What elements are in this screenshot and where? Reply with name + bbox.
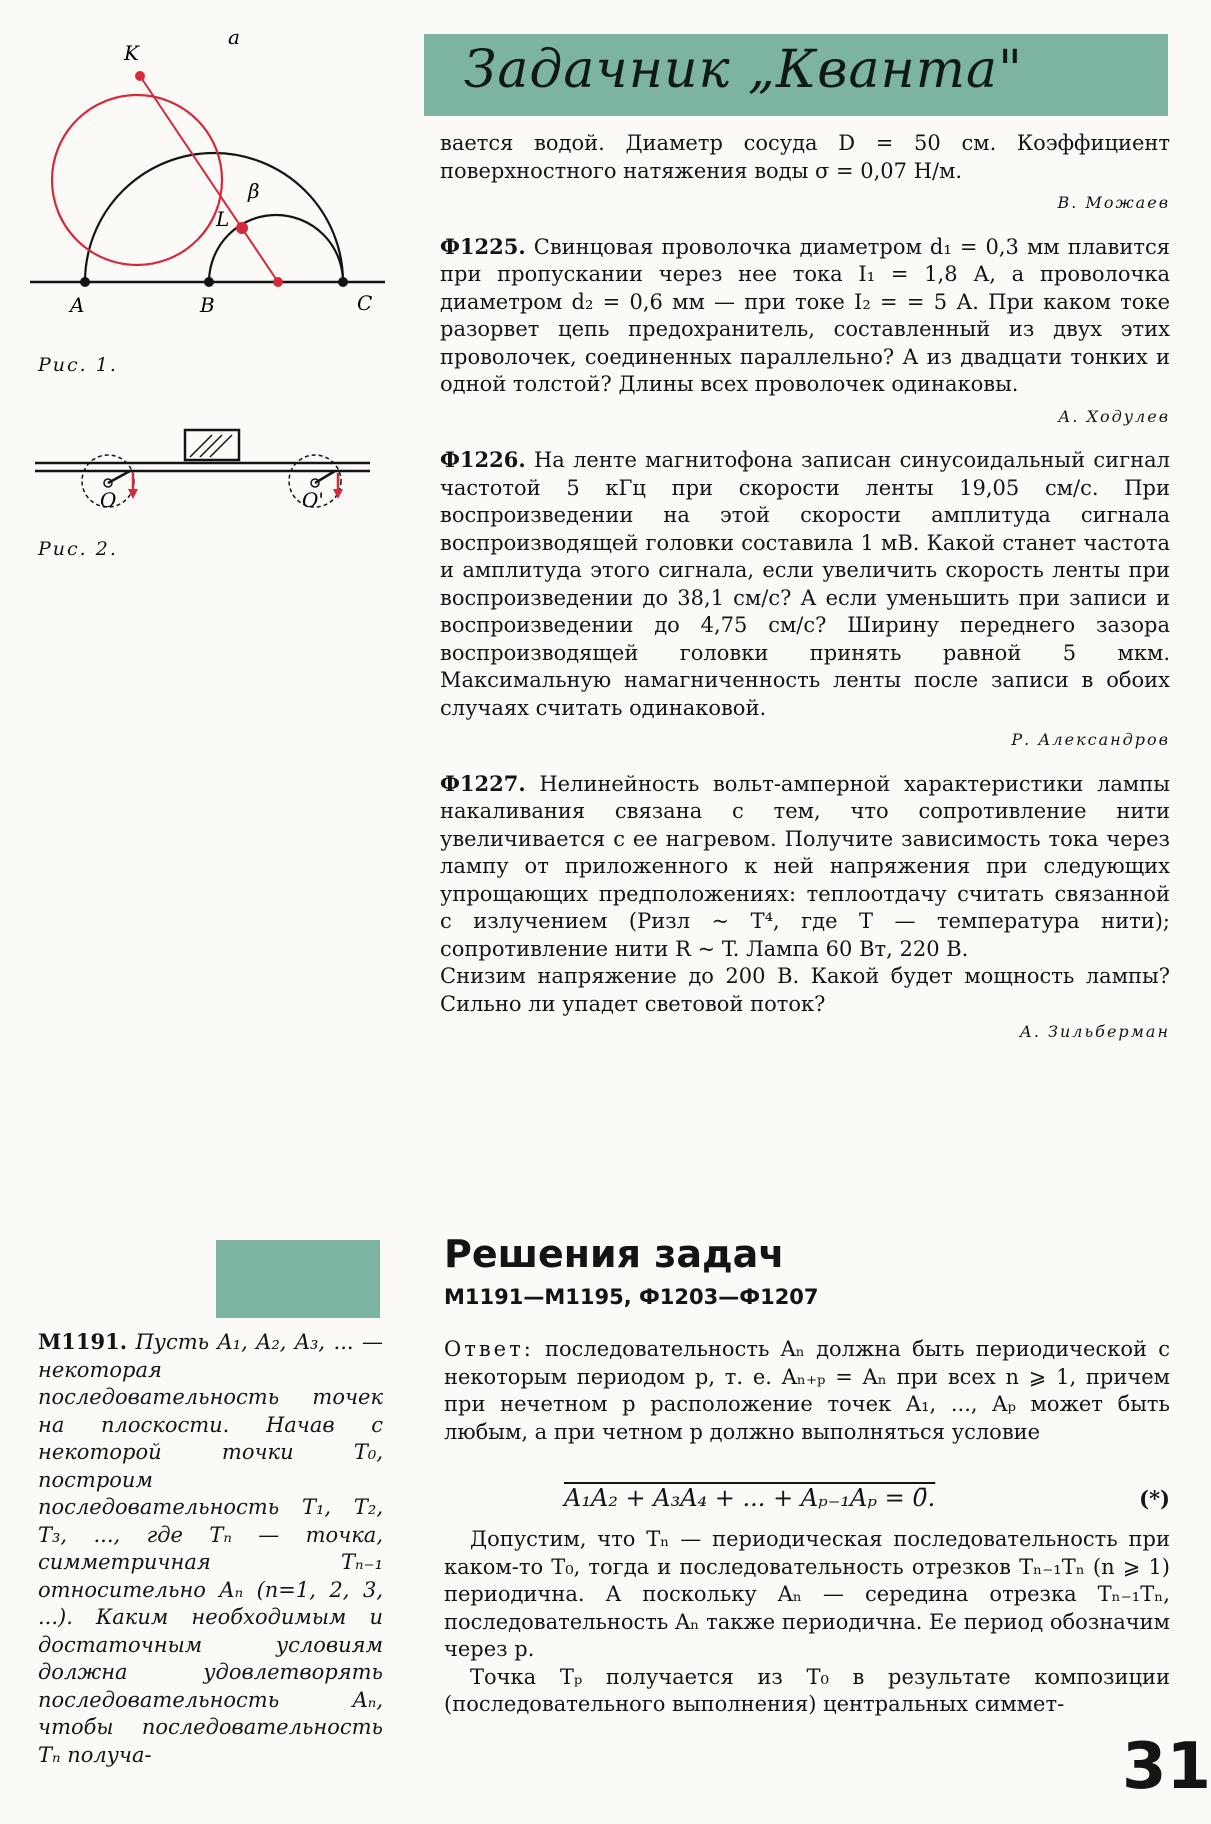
- problem-f1227: [440, 770, 1170, 964]
- problem-m1191-statement: [38, 1328, 383, 1769]
- solution-answer: [444, 1336, 1170, 1446]
- problem-text: На ленте магнитофона записан синусоидальный сигнал частотой 5 кГц при скорости ленты 19,05 см/с. При воспроизведении на этой скорости амплитуда сигнала воспроизводящей головки составила 1 мВ. Какой станет частота и амплитуда этого сигнала, если увеличить скорость ленты при воспроизведении до 38,1 см/с? А если уменьшить при записи и воспроизведении до 4,75 см/с? Ширину переднего зазора воспроизводящей головки принять равной 5 мкм. Максимальную намагниченность ленты после записи в обоих случаях считать одинаковой.: [440, 448, 1170, 720]
- label-O: O: [100, 488, 117, 512]
- author-zilberman: А. Зильберман: [1019, 1022, 1170, 1041]
- section-title: Задачник „Кванта": [464, 40, 1023, 100]
- label-L: L: [216, 207, 230, 231]
- solutions-title: Решения задач: [444, 1232, 785, 1276]
- author-mozhaev: В. Можаев: [1057, 193, 1170, 212]
- label-K: K: [124, 41, 139, 65]
- problem-f1225: [440, 233, 1170, 399]
- answer-text: последовательность Aₙ должна быть периодической с некоторым периодом p, т. е. Aₙ₊ₚ = Aₙ при всех n ⩾ 1, причем при нечетном p расположение точек A₁, ..., Aₚ может быть любым, а при четном p должно выполняться условие: [444, 1337, 1171, 1444]
- label-O-prime: O': [302, 488, 324, 512]
- answer-label: Ответ:: [444, 1337, 534, 1361]
- solution-body: [444, 1526, 1170, 1719]
- problems-column: [440, 130, 1170, 1062]
- label-beta: β: [248, 179, 260, 203]
- problem-id: Ф1225.: [440, 233, 526, 259]
- problem-text: Нелинейность вольт-амперной характеристики лампы накаливания связана с тем, что сопротивление нити увеличивается с ее нагревом. Получите зависимость тока через лампу от приложенного к ней напряжения при следующих упрощающих предположениях: теплоотдачу считать связанной с излучением (Pизл ~ T⁴, где T — температура нити); сопротивление нити R ~ T. Лампа 60 Вт, 220 В.: [440, 771, 1170, 961]
- point-L: [236, 222, 248, 234]
- figure-2-caption: Рис. 2.: [38, 538, 118, 560]
- figure-1-diagram: [30, 20, 390, 320]
- point-K: [135, 71, 145, 81]
- figure-1-caption: Рис. 1.: [38, 354, 118, 376]
- label-A: A: [70, 293, 85, 317]
- solution-para-2: Точка Tₚ получается из T₀ в результате композиции (последовательного выполнения) центральных симмет-: [444, 1664, 1170, 1716]
- formula-line: [444, 1478, 1170, 1518]
- section-banner: [424, 34, 1168, 116]
- problem-text: Пусть A₁, A₂, A₃, ... — некоторая последовательность точек на плоскости. Начав с некоторой точки T₀, построим последовательность T₁, T₂, T₃, ..., где Tₙ — точка, симметричная Tₙ₋₁ относительно Aₙ (n=1, 2, 3, ...). Каким необходимым и достаточным условиям должна удовлетворять последовательность Aₙ, чтобы последовательность Tₙ получа-: [38, 1330, 383, 1767]
- problem-id: М1191.: [38, 1329, 128, 1354]
- point-M: [273, 277, 283, 287]
- page-number: 31: [1122, 1730, 1211, 1804]
- solution-para-1: Допустим, что Tₙ — периодическая последовательность при каком-то T₀, тогда и последовательность отрезков Tₙ₋₁Tₙ (n ⩾ 1) периодична. А поскольку Aₙ — середина отрезка Tₙ₋₁Tₙ, последовательность Aₙ также периодична. Ее период обозначим через p.: [444, 1527, 1170, 1661]
- label-B: B: [200, 293, 215, 317]
- author-khodulev: А. Ходулев: [1058, 406, 1170, 426]
- problem-f1226: [440, 446, 1170, 722]
- point-A: [80, 277, 90, 287]
- figure-2-diagram: [30, 425, 400, 525]
- problem-f1227-continued: Снизим напряжение до 200 В. Какой будет мощность лампы? Сильно ли упадет световой поток?: [440, 964, 1170, 1016]
- author-aleksandrov: Р. Александров: [1011, 730, 1170, 749]
- point-C: [338, 277, 348, 287]
- solutions-subtitle: М1191—М1195, Ф1203—Ф1207: [444, 1285, 819, 1309]
- point-B: [204, 277, 214, 287]
- decorative-green-box: [216, 1240, 380, 1318]
- problem-text: Свинцовая проволочка диаметром d₁ = 0,3 мм плавится при пропускании через нее тока I₁ = 1,8 А, а проволочка диаметром d₂ = 0,6 мм — при токе I₂ = = 5 А. При каком токе разорвет цепь предохранитель, составленный из двух этих проволочек, соединенных параллельно? А из двадцати тонких и одной толстой? Длины всех проволочек одинаковы.: [440, 234, 1170, 396]
- formula-tag: (*): [1139, 1486, 1170, 1511]
- red-circle: [52, 95, 222, 265]
- label-C: C: [357, 291, 373, 315]
- problem-id: Ф1226.: [440, 447, 526, 472]
- formula: A₁A₂ + A₃A₄ + ... + Aₚ₋₁Aₚ = 0̄.: [564, 1484, 936, 1512]
- continued-text: вается водой. Диаметр сосуда D = 50 см. Коэффициент поверхностного натяжения воды σ = 0,07 Н/м.: [440, 131, 1170, 183]
- problem-id: Ф1227.: [440, 770, 526, 796]
- label-a: a: [228, 25, 240, 49]
